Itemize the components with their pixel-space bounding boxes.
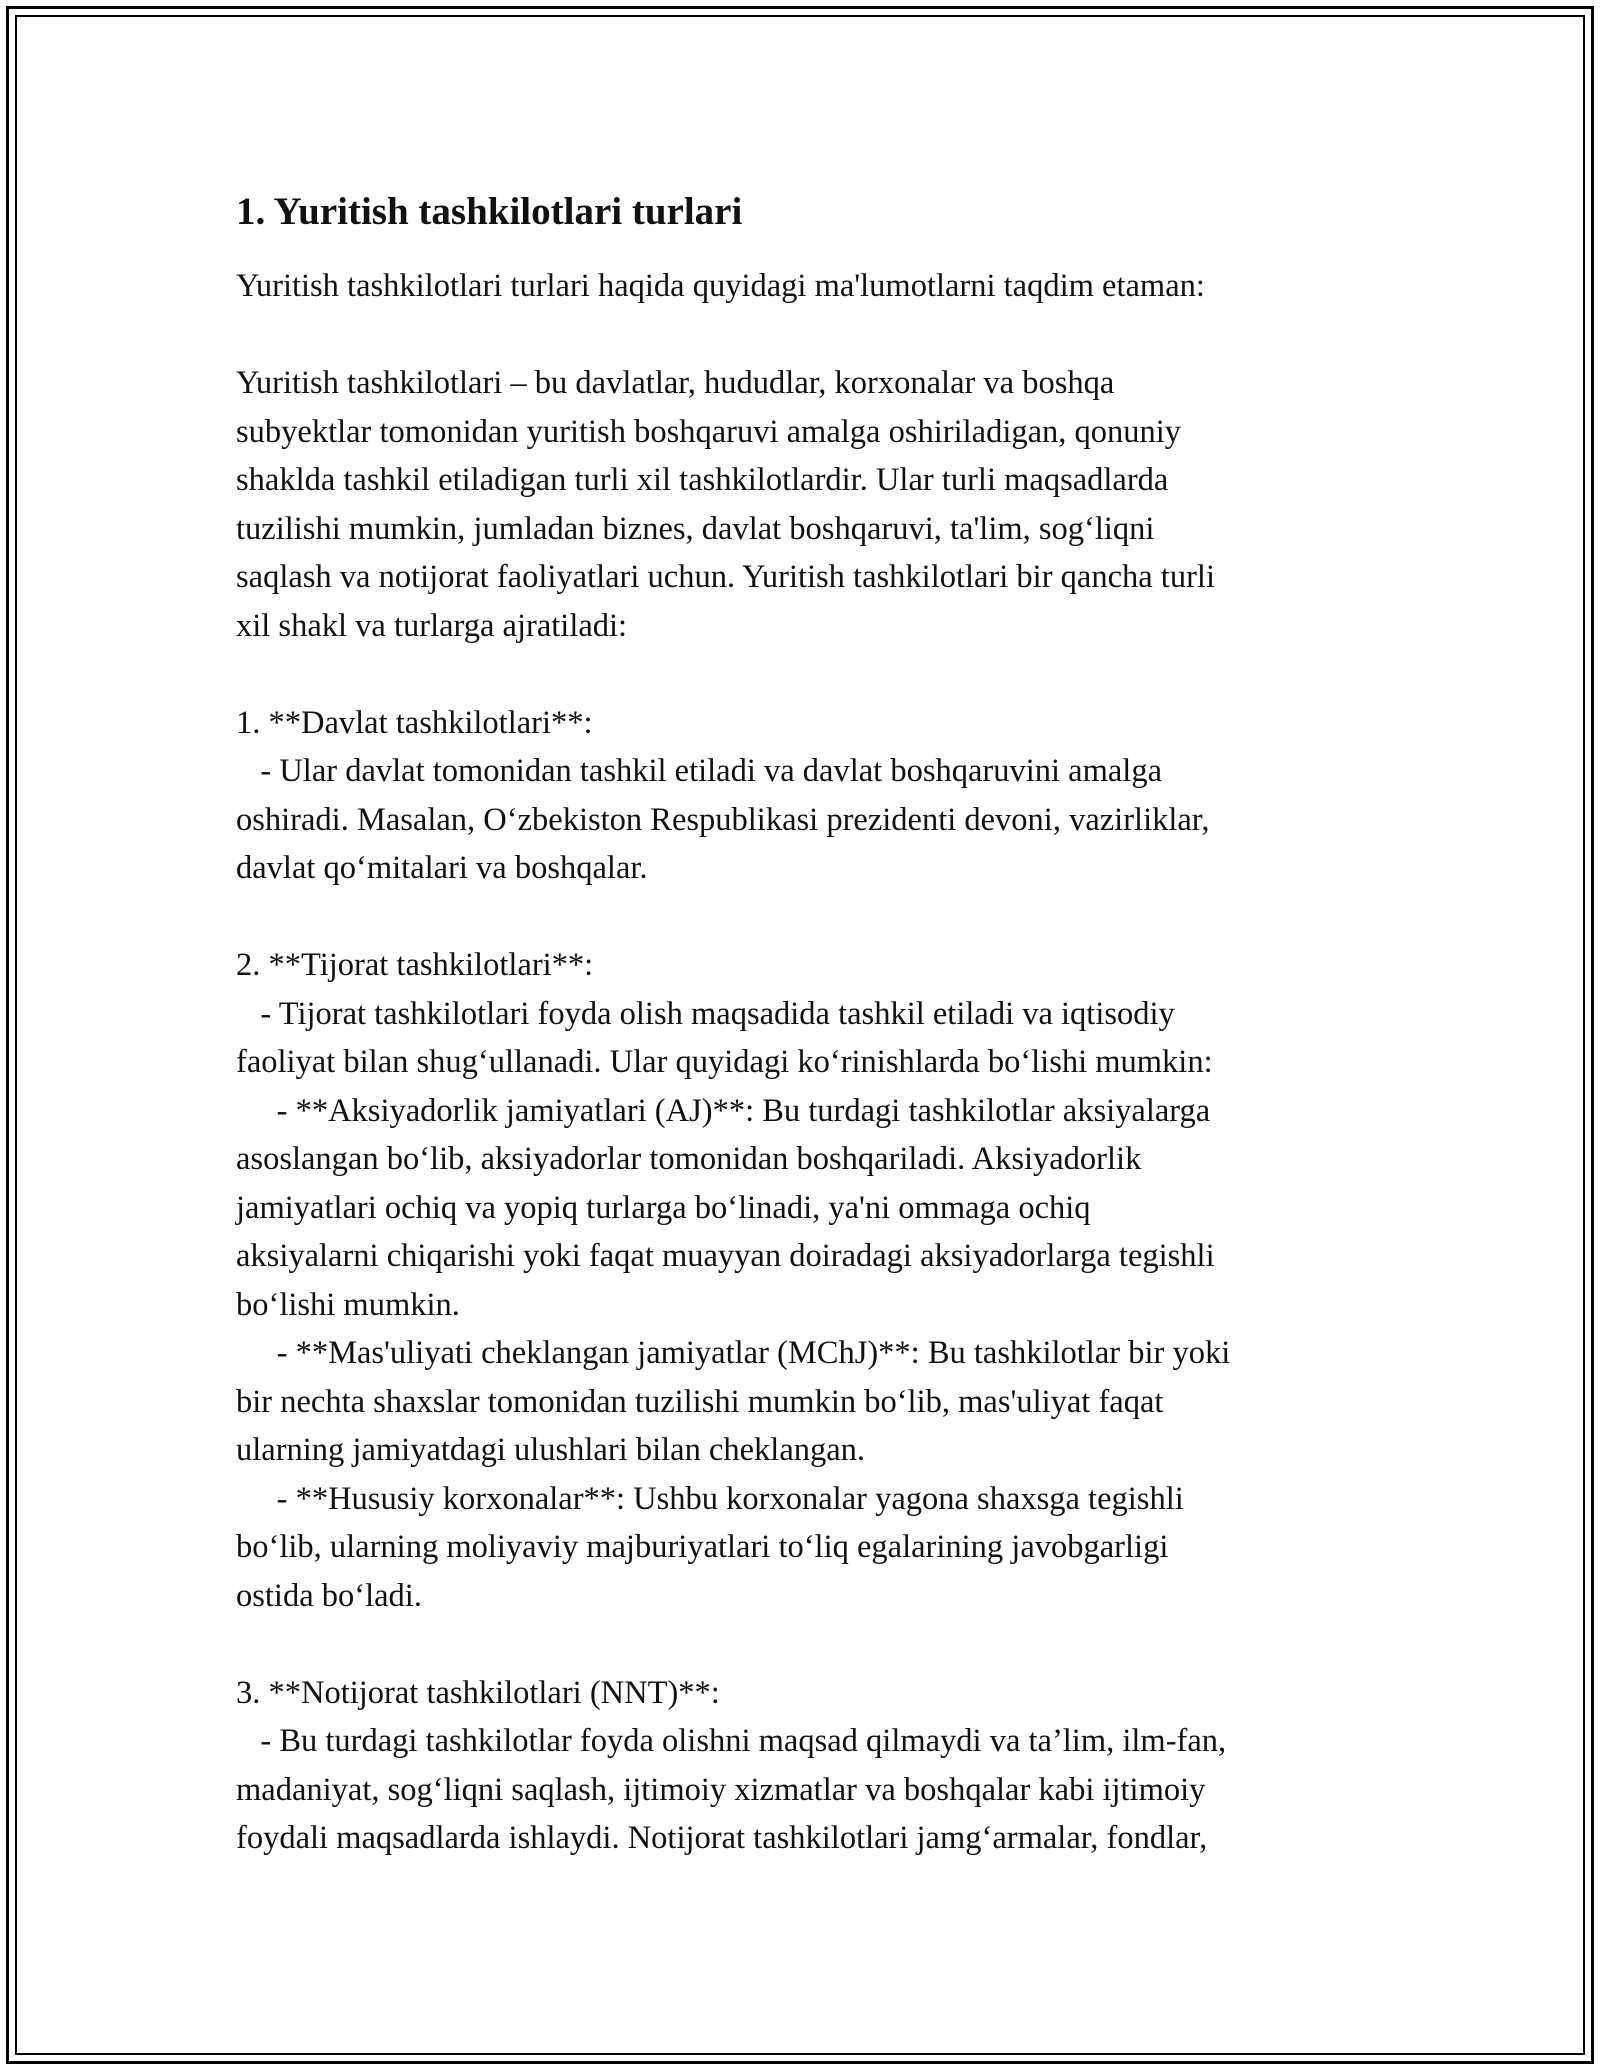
text-line: Yuritish tashkilotlari – bu davlatlar, hududlar, korxonalar va boshqa [236,365,1115,401]
text-line: shaklda tashkil etiladigan turli xil tashkilotlardir. Ular turli maqsadlarda [236,462,1169,498]
text-line: tuzilishi mumkin, jumladan biznes, davlat boshqaruvi, ta'lim, sog‘liqni [236,510,1155,547]
list-item-heading: 3. **Notijorat tashkilotlari (NNT)**: [236,1674,720,1711]
list-item-heading: 2. **Tijorat tashkilotlari**: [236,947,594,983]
text-line: faoliyat bilan shug‘ullanadi. Ular quyidagi ko‘rinishlarda bo‘lishi mumkin: [236,1044,1213,1080]
blank-line [236,893,1366,942]
list-item-heading: 1. **Davlat tashkilotlari**: [236,704,593,741]
text-line: Yuritish tashkilotlari turlari haqida quyidagi ma'lumotlarni taqdim etaman: [236,268,1205,304]
text-line: subyektlar tomonidan yuritish boshqaruvi amalga oshiriladigan, qonuniy [236,413,1182,450]
text-line: davlat qo‘mitalari va boshqalar. [236,850,648,886]
section-heading: 1. Yuritish tashkilotlari turlari [236,190,743,233]
text-line: saqlash va notijorat faoliyatlari uchun. Yuritish tashkilotlari bir qancha turli [236,559,1215,595]
blank-line [236,650,1366,699]
blank-line [236,311,1366,360]
blank-line [236,1620,1366,1669]
document-body [236,186,1366,1863]
text-line: - Ular davlat tomonidan tashkil etiladi va davlat boshqaruvini amalga [236,753,1162,789]
sub-list-item: - **Hususiy korxonalar**: Ushbu korxonalar yagona shaxsga tegishli [236,1480,1184,1517]
text-line: bir nechta shaxslar tomonidan tuzilishi mumkin bo‘lib, mas'uliyat faqat [236,1383,1164,1420]
sub-list-item: - **Mas'uliyati cheklangan jamiyatlar (MChJ)**: Bu tashkilotlar bir yoki [236,1335,1231,1371]
text-line: asoslangan bo‘lib, aksiyadorlar tomonidan boshqariladi. Aksiyadorlik [236,1141,1142,1177]
text-line: madaniyat, sog‘liqni saqlash, ijtimoiy xizmatlar va boshqalar kabi ijtimoiy [236,1771,1206,1808]
text-line: oshiradi. Masalan, O‘zbekiston Respublikasi prezidenti devoni, vazirliklar, [236,801,1210,838]
text-line: xil shakl va turlarga ajratiladi: [236,607,628,644]
text-line: foydali maqsadlarda ishlaydi. Notijorat tashkilotlari jamg‘armalar, fondlar, [236,1820,1208,1856]
text-line: ularning jamiyatdagi ulushlari bilan cheklangan. [236,1432,866,1468]
text-line: - Tijorat tashkilotlari foyda olish maqsadida tashkil etiladi va iqtisodiy [236,995,1175,1032]
text-line: bo‘lib, ularning moliyaviy majburiyatlari to‘liq egalarining javobgarligi [236,1529,1169,1565]
text-line: aksiyalarni chiqarishi yoki faqat muayyan doiradagi aksiyadorlarga tegishli [236,1238,1215,1274]
text-line: - Bu turdagi tashkilotlar foyda olishni maqsad qilmaydi va ta’lim, ilm-fan, [236,1723,1227,1759]
text-line: ostida bo‘ladi. [236,1577,422,1614]
sub-list-item: - **Aksiyadorlik jamiyatlari (AJ)**: Bu turdagi tashkilotlar aksiyalarga [236,1092,1211,1129]
text-line: jamiyatlari ochiq va yopiq turlarga bo‘linadi, ya'ni ommaga ochiq [236,1189,1091,1226]
text-line: bo‘lishi mumkin. [236,1286,460,1323]
